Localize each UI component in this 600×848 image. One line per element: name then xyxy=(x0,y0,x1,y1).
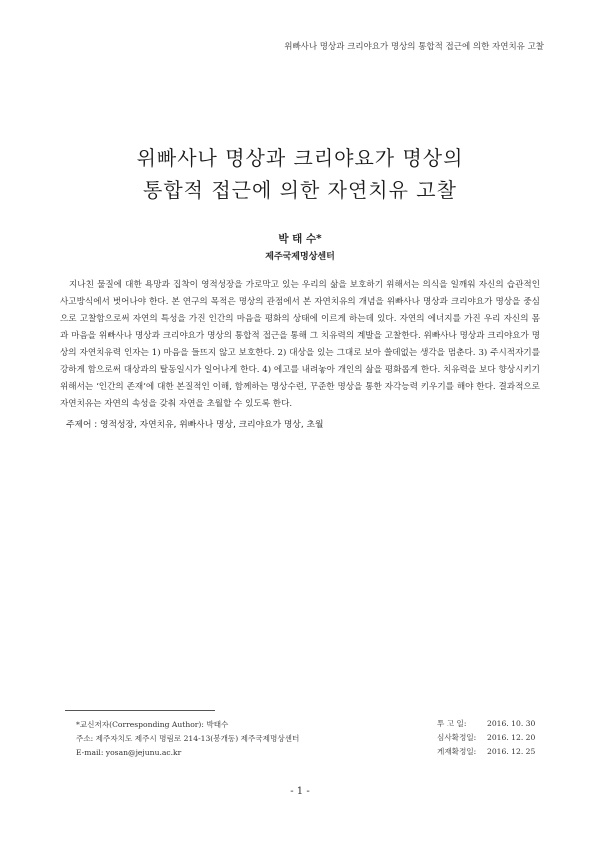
date-label: 심사확정일: xyxy=(437,733,477,742)
paper-title xyxy=(0,142,600,206)
keywords: 주제어 : 영적성장, 자연치유, 위빠사나 명상, 크리야요가 명상, 초월 xyxy=(66,420,324,430)
running-header: 위빠사나 명상과 크리야요가 명상의 통합적 접근에 의한 자연치유 고찰 xyxy=(284,42,544,52)
author-address: 주소: 제주자치도 제주시 명림로 214-13(봉개동) 제주국제명상센터 xyxy=(76,734,300,743)
date-label: 게재확정일: xyxy=(437,747,477,756)
footnote-divider xyxy=(65,710,215,711)
date-label: 투 고 일: xyxy=(437,719,467,728)
corresponding-author: *교신저자(Corresponding Author): 박태수 xyxy=(76,720,229,729)
paper-title-line-1: 위빠사나 명상과 크리야요가 명상의 xyxy=(136,146,464,170)
author-email: E-mail: yosan@jejunu.ac.kr xyxy=(76,748,182,757)
date-row-submitted xyxy=(437,717,535,731)
footnote xyxy=(76,718,299,760)
paper-title-line-2: 통합적 접근에 의한 자연치유 고찰 xyxy=(143,178,457,202)
date-value: 2016. 10. 30 xyxy=(487,719,536,728)
author-affiliation: 제주국제명상센터 xyxy=(265,252,335,262)
date-value: 2016. 12. 20 xyxy=(487,733,536,742)
page-number: - 1 - xyxy=(290,786,310,797)
date-row-accepted xyxy=(437,745,535,759)
publication-dates xyxy=(437,717,535,759)
date-value: 2016. 12. 25 xyxy=(487,747,536,756)
date-row-reviewed xyxy=(437,731,535,745)
author-name: 박 태 수* xyxy=(278,233,322,245)
abstract-text: 지나친 물질에 대한 욕망과 집착이 영적성장을 가로막고 있는 우리의 삶을 보호하기 위해서는 의식을 일깨워 자신의 습관적인 사고방식에서 벗어나야 한다. 본 연구의 목적은 명상의 관점에서 본 자연치유의 개념을 위빠사나 명상과 크리야요가 명상을 중심으로 고찰함으로써 자연의 특성을 가진 인간의 마음을 평화의 상태에 이르게 하는데 있다. 자연의 에너지를 가진 우리 자신의 몸과 마음을 위빠사나 명상과 크리야요가 명상의 통합적 접근을 통해 그 치유력의 계발을 고찰한다. 위빠사나 명상과 크리야요가 명상의 자연치유력 인자는 1) 마음을 들뜨지 않고 보호한다. 2) 대상을 있는 그대로 보아 쓸데없는 생각을 멈춘다. 3) 주시적자기를 강하게 함으로써 대상과의 탈동일시가 일어나게 한다. 4) 에고를 내려놓아 개인의 삶을 평화롭게 한다. 치유력을 보다 향상시키기 위해서는 ‘인간의 존재’에 대한 본질적인 이해, 함께하는 명상수련, 꾸준한 명상을 통한 자각능력 키우기를 해야 한다. 결과적으로 자연치유는 자연의 속성을 갖춰 자연을 초월할 수 있도록 한다. xyxy=(60,280,540,409)
